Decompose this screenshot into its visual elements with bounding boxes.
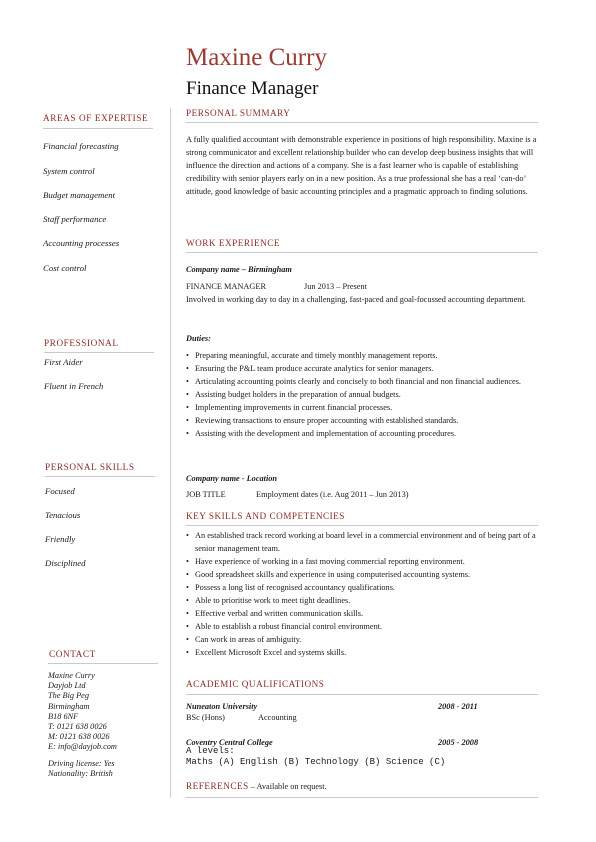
education-divider: [186, 694, 538, 695]
skill-item: • Good spreadsheet skills and experience in using computerised accounting systems.: [186, 568, 538, 581]
duty-item: • Assisting with the development and implementation of accounting procedures.: [186, 427, 538, 440]
edu2-grades: Maths (A) English (B) Technology (B) Science (C): [186, 757, 446, 767]
contact-telephone: T: 0121 638 0026: [48, 722, 107, 732]
skill-item: • Have experience of working in a fast moving commercial reporting environment.: [186, 555, 538, 568]
contact-mobile: M: 0121 638 0026: [48, 732, 110, 742]
duties-list: [186, 349, 538, 440]
expertise-divider: [43, 128, 153, 129]
job-title: Finance Manager: [186, 78, 319, 99]
personal-skill-item: Friendly: [45, 534, 76, 544]
contact-address-line: The Big Peg: [48, 691, 90, 701]
duty-item: • Implementing improvements in current financial processes.: [186, 401, 538, 414]
contact-city: Birmingham: [48, 701, 90, 711]
expertise-item: Cost control: [43, 263, 87, 273]
duty-item: • Articulating accounting points clearly and concisely to both financial and non financial audiences.: [186, 375, 538, 388]
professional-item: Fluent in French: [44, 381, 104, 391]
skills-divider: [186, 525, 538, 526]
contact-divider: [48, 663, 158, 664]
job2-company: Company name - Location: [186, 474, 278, 483]
summary-heading: PERSONAL SUMMARY: [186, 108, 291, 118]
contact-name: Maxine Curry: [48, 671, 95, 680]
skill-item: • Able to establish a robust financial control environment.: [186, 620, 538, 633]
skill-item: • Can work in areas of ambiguity.: [186, 633, 538, 646]
contact-company: Dayjob Ltd: [48, 681, 86, 691]
professional-item: First Aider: [44, 357, 83, 367]
column-divider: [170, 108, 171, 798]
edu1-school: Nuneaton University: [186, 702, 258, 711]
job1-company: Company name – Birmingham: [186, 265, 292, 274]
personal-skill-item: Disciplined: [45, 558, 86, 568]
experience-divider: [186, 252, 538, 253]
edu1-subject: Accounting: [258, 713, 297, 722]
duties-label: Duties:: [186, 334, 211, 343]
job2-role: JOB TITLE: [186, 490, 226, 499]
personal-skill-item: Tenacious: [45, 510, 81, 520]
expertise-item: Budget management: [43, 190, 116, 200]
skills-heading: KEY SKILLS AND COMPETENCIES: [186, 511, 345, 521]
skill-item: • An established track record working at board level in a commercial environment and of being part of a senior management team.: [186, 529, 538, 555]
edu1-years: 2008 - 2011: [438, 702, 478, 711]
job1-description: Involved in working day to day in a challenging, fast-paced and goal-focussed accounting department.: [186, 295, 526, 304]
expertise-item: System control: [43, 166, 95, 176]
skill-item: • Possess a long list of recognised accountancy qualifications.: [186, 581, 538, 594]
nationality: Nationality: British: [48, 768, 113, 778]
duty-item: • Preparing meaningful, accurate and timely monthly management reports.: [186, 349, 538, 362]
job2-dates: Employment dates (i.e. Aug 2011 – Jun 2013): [256, 490, 409, 499]
personal-skills-divider: [45, 476, 155, 477]
summary-text: A fully qualified accountant with demonstrable experience in positions of high responsibility. Maxine is a strong communicator and excellent relationship builder who can develop deep business insights that will influence the direction and actions of a company. She is a fast learner who is capable of establishing credibility with senior players early on in a new position. As a true professional she has a real ‘can-do’ attitude, good knowledge of basic accounting principles and a pragmatic approach to finding solutions.: [186, 135, 537, 196]
summary-divider: [186, 122, 538, 123]
duty-item: • Reviewing transactions to ensure proper accounting with established standards.: [186, 414, 538, 427]
job1-role: FINANCE MANAGER: [186, 282, 266, 291]
expertise-item: Staff performance: [43, 214, 107, 224]
skills-list: [186, 529, 538, 659]
skill-item: • Able to prioritise work to meet tight deadlines.: [186, 594, 538, 607]
skill-item: • Excellent Microsoft Excel and systems skills.: [186, 646, 538, 659]
edu2-school: Coventry Central College: [186, 738, 273, 747]
edu1-degree: BSc (Hons): [186, 713, 225, 722]
duty-item: • Ensuring the P&L team produce accurate analytics for senior managers.: [186, 362, 538, 375]
candidate-name: Maxine Curry: [186, 44, 327, 71]
contact-email: E: info@dayjob.com: [48, 742, 117, 752]
edu2-years: 2005 - 2008: [438, 738, 479, 747]
education-heading: ACADEMIC QUALIFICATIONS: [186, 679, 325, 689]
expertise-heading: AREAS OF EXPERTISE: [43, 113, 149, 123]
references-heading: REFERENCES: [186, 781, 249, 791]
personal-skills-heading: PERSONAL SKILLS: [45, 462, 135, 472]
professional-heading: PROFESSIONAL: [44, 338, 119, 348]
contact-block: [48, 671, 117, 779]
skill-item: • Effective verbal and written communication skills.: [186, 607, 538, 620]
job1-dates: Jun 2013 – Present: [304, 282, 367, 291]
edu2-level: A levels:: [186, 746, 235, 756]
expertise-item: Financial forecasting: [43, 141, 119, 151]
contact-postcode: B18 6NF: [48, 711, 79, 721]
expertise-item: Accounting processes: [43, 238, 120, 248]
references-line: [186, 780, 327, 793]
references-text: – Available on request.: [248, 782, 327, 791]
driving-license: Driving license: Yes: [48, 758, 115, 768]
contact-heading: CONTACT: [49, 649, 96, 659]
personal-skill-item: Focused: [45, 486, 75, 496]
duty-item: • Assisting budget holders in the preparation of annual budgets.: [186, 388, 538, 401]
professional-divider: [44, 352, 154, 353]
references-divider: [186, 797, 538, 798]
experience-heading: WORK EXPERIENCE: [186, 238, 281, 248]
